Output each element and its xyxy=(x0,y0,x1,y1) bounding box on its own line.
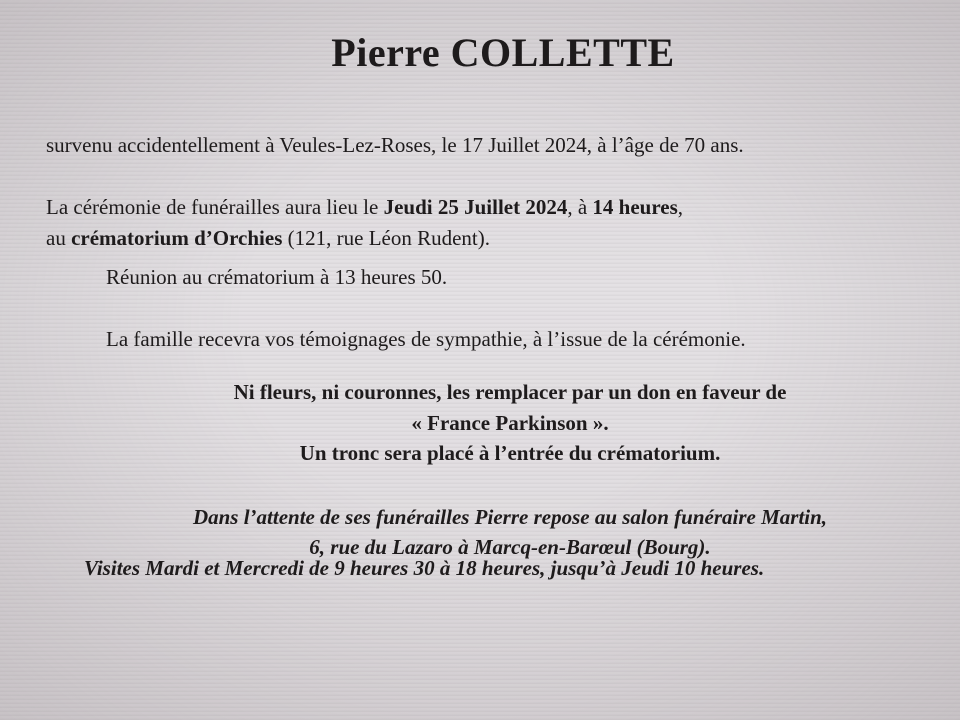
ceremony-place-prefix: au xyxy=(46,226,72,250)
visits-line-2: 6, rue du Lazaro à Marcq-en-Barœul (Bourg). xyxy=(309,535,711,559)
ceremony-line-1 xyxy=(46,195,683,219)
ceremony-line-2 xyxy=(46,226,490,250)
ceremony-place: crématorium d’Orchies xyxy=(71,226,283,250)
ceremony-connector: , à xyxy=(567,195,593,219)
death-announcement-line: survenu accidentellement à Veules-Lez-Roses, le 17 Juillet 2024, à l’âge de 70 ans. xyxy=(46,133,744,157)
reunion-line: Réunion au crématorium à 13 heures 50. xyxy=(106,265,448,289)
ceremony-time: 14 heures xyxy=(592,195,678,219)
visits-line-1: Dans l’attente de ses funérailles Pierre repose au salon funéraire Martin, xyxy=(192,505,828,529)
flowers-line-1: Ni fleurs, ni couronnes, les remplacer par un don en faveur de xyxy=(233,380,787,404)
flowers-line-2: « France Parkinson ». xyxy=(411,411,609,435)
condolences-line: La famille recevra vos témoignages de sympathie, à l’issue de la cérémonie. xyxy=(106,327,746,351)
visits-line-3: Visites Mardi et Mercredi de 9 heures 30 à 18 heures, jusqu’à Jeudi 10 heures. xyxy=(84,556,765,580)
flowers-line-3: Un tronc sera placé à l’entrée du crématorium. xyxy=(299,441,721,465)
deceased-name-title: Pierre COLLETTE xyxy=(331,30,675,75)
ceremony-address: (121, rue Léon Rudent). xyxy=(282,226,491,250)
ceremony-line-end: , xyxy=(677,195,684,219)
ceremony-intro-text: La cérémonie de funérailles aura lieu le xyxy=(46,195,384,219)
ceremony-date: Jeudi 25 Juillet 2024 xyxy=(383,195,568,219)
